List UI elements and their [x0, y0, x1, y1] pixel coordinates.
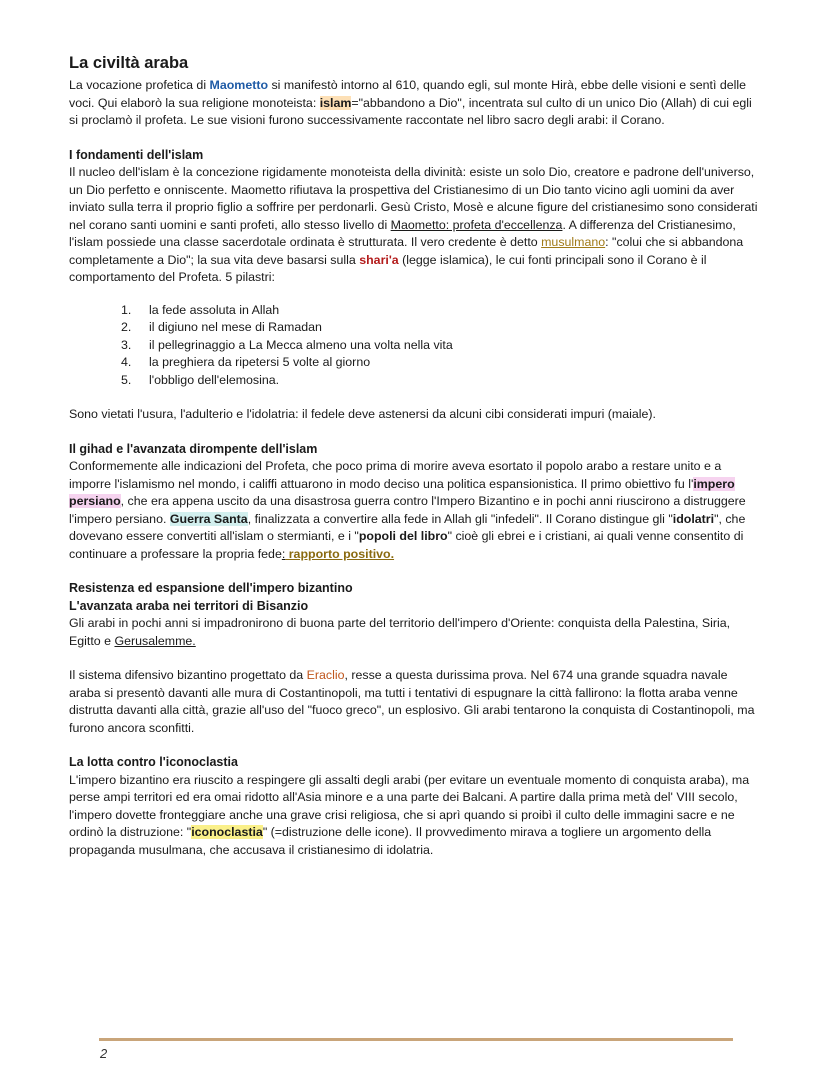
document-page [69, 52, 761, 859]
iconoclastia-term: iconoclastia [191, 825, 263, 839]
footer-divider [99, 1038, 733, 1041]
intro-paragraph: La vocazione profetica di Maometto si manifestò intorno al 610, quando egli, sul monte Hirà, ebbe delle visioni e sentì delle voci. Qui elaborò la sua religione monoteista: islam="abbandono a Dio", incentrata sul culto di un unico Dio (Allah) di cui egli si proclamò il profeta. Le sue visioni furono successivamente raccontate nel libro sacro degli arabi: il Corano. [69, 78, 752, 127]
heading-gihad: Il gihad e l'avanzata dirompente dell'islam [69, 441, 318, 456]
impero-persiano-term: impero persiano [69, 476, 735, 508]
section-fondamenti [69, 147, 761, 424]
list-item: 4. la preghiera da ripetersi 5 volte al giorno [121, 355, 371, 369]
sharia-term: shari'a [359, 252, 399, 267]
guerra-santa-term: Guerra Santa [169, 511, 248, 526]
subheading-avanzata: L'avanzata araba nei territori di Bisanzio [69, 598, 309, 613]
heading-fondamenti: I fondamenti dell'islam [69, 147, 204, 162]
heading-bizantino: Resistenza ed espansione dell'impero bizantino [69, 581, 353, 595]
eraclio-paragraph: Il sistema difensivo bizantino progettato da Eraclio, resse a questa durissima prova. Nel 674 una grande squadra navale araba si presentò davanti alle mura di Costantinopoli, ma tutti i tentativi di espugnare la città fallirono: la flotta araba venne distrutta davanti alla città, grazie all'uso del "fuoco greco", un esplosivo. Gli arabi tentarono la conquista di Costantinopoli, ma furono ancora sconfitti. [69, 668, 755, 735]
maometto-term: Maometto [209, 78, 269, 92]
list-item: 5. l'obbligo dell'elemosina. [121, 372, 280, 387]
idolatri-term: idolatri [672, 511, 715, 526]
heading-iconoclastia: La lotta contro l'iconoclastia [69, 755, 238, 769]
pilastri-list [69, 302, 761, 390]
musulmano-term: musulmano [541, 235, 606, 249]
page-title: La civiltà araba [69, 54, 189, 72]
eraclio-term: Eraclio [306, 668, 345, 682]
iconoclastia-paragraph: L'impero bizantino era riuscito a respingere gli assalti degli arabi (per evitare un eventuale momento di conquista araba), ma perse ampi territori ed era omai ridotto all'Asia minore e a una parte dei Balcani. A partire dalla prima metà del' VIII secolo, l'impero dovette fronteggiare anche una grave crisi religiosa, che si aprì quando si proibì il culto delle immagini sacre e ne ordinò la distruzione: "iconoclastia" (=distruzione delle icone). Il provvedimento mirava a togliere un argomento della propaganda musulmana, che accusava il cristianesimo di idolatria. [69, 772, 750, 857]
fondamenti-paragraph: Il nucleo dell'islam è la concezione rigidamente monoteista della divinità: esiste un solo Dio, creatore e padrone dell'universo, un Dio perfetto e onniscente. Maometto rifiutava la prospettiva del Cristianesimo di un Dio tanto vicino agli uomini da aver inviato sulla terra il proprio figlio a soffrire per perdonarli. Gesù Cristo, Mosè e alcune figure del cristianesimo sono considerati nel corano santi uomini e santi profeti, allo stesso livello di Maometto: profeta d'eccellenza. A differenza del Cristianesimo, l'islam possiede una classe sacerdotale ordinata è strutturata. Il vero credente è detto musulmano: "colui che si abbandona completamente a Dio"; la sua vita deve basarsi sulla shari'a (legge islamica), le cui fonti principali sono il Corano è il comportamento del Profeta. 5 pilastri: [69, 165, 758, 284]
islam-term: islam [319, 95, 352, 110]
popoli-libro-term: popoli del libro [358, 529, 448, 543]
section-bizantino [69, 580, 761, 737]
list-item: 3. il pellegrinaggio a La Mecca almeno una volta nella vita [121, 337, 453, 352]
page-number: 2 [100, 1046, 108, 1061]
bizantino-paragraph: Gli arabi in pochi anni si impadronirono di buona parte del territorio dell'impero d'Oriente: conquista della Palestina, Siria, Egitto e Gerusalemme. [69, 616, 731, 648]
gihad-paragraph: Conformemente alle indicazioni del Profeta, che poco prima di morire aveva esortato il popolo arabo a restare unito e a imporre l'islamismo nel mondo, i califfi attuarono in modo deciso una politica espansionistica. Il primo obiettivo fu l'impero persiano, che era appena uscito da una disastrosa guerra contro l'Impero Bizantino e in pochi anni riuscirono a distruggere l'impero persiano. Guerra Santa, finalizzata a convertire alla fede in Allah gli "infedeli". Il Corano distingue gli "idolatri", che dovevano essere convertiti all'islam o stermianti, e i "popoli del libro" cioè gli ebrei e i cristiani, ai quali venne consentito di continuare a professare la propria fede: rapporto positivo. [69, 459, 746, 561]
gerusalemme-term: Gerusalemme. [114, 633, 196, 648]
rapporto-positivo-term: rapporto positivo. [285, 546, 395, 561]
list-item: 2. il digiuno nel mese di Ramadan [121, 320, 322, 334]
section-iconoclastia [69, 754, 761, 859]
vietati-paragraph: Sono vietati l'usura, l'adulterio e l'idolatria: il fedele deve astenersi da alcuni cibi considerati impuri (maiale). [69, 407, 657, 421]
list-item: 1. la fede assoluta in Allah [121, 302, 280, 317]
section-gihad [69, 441, 761, 564]
profeta-term: Maometto: profeta d'eccellenza [390, 217, 563, 232]
